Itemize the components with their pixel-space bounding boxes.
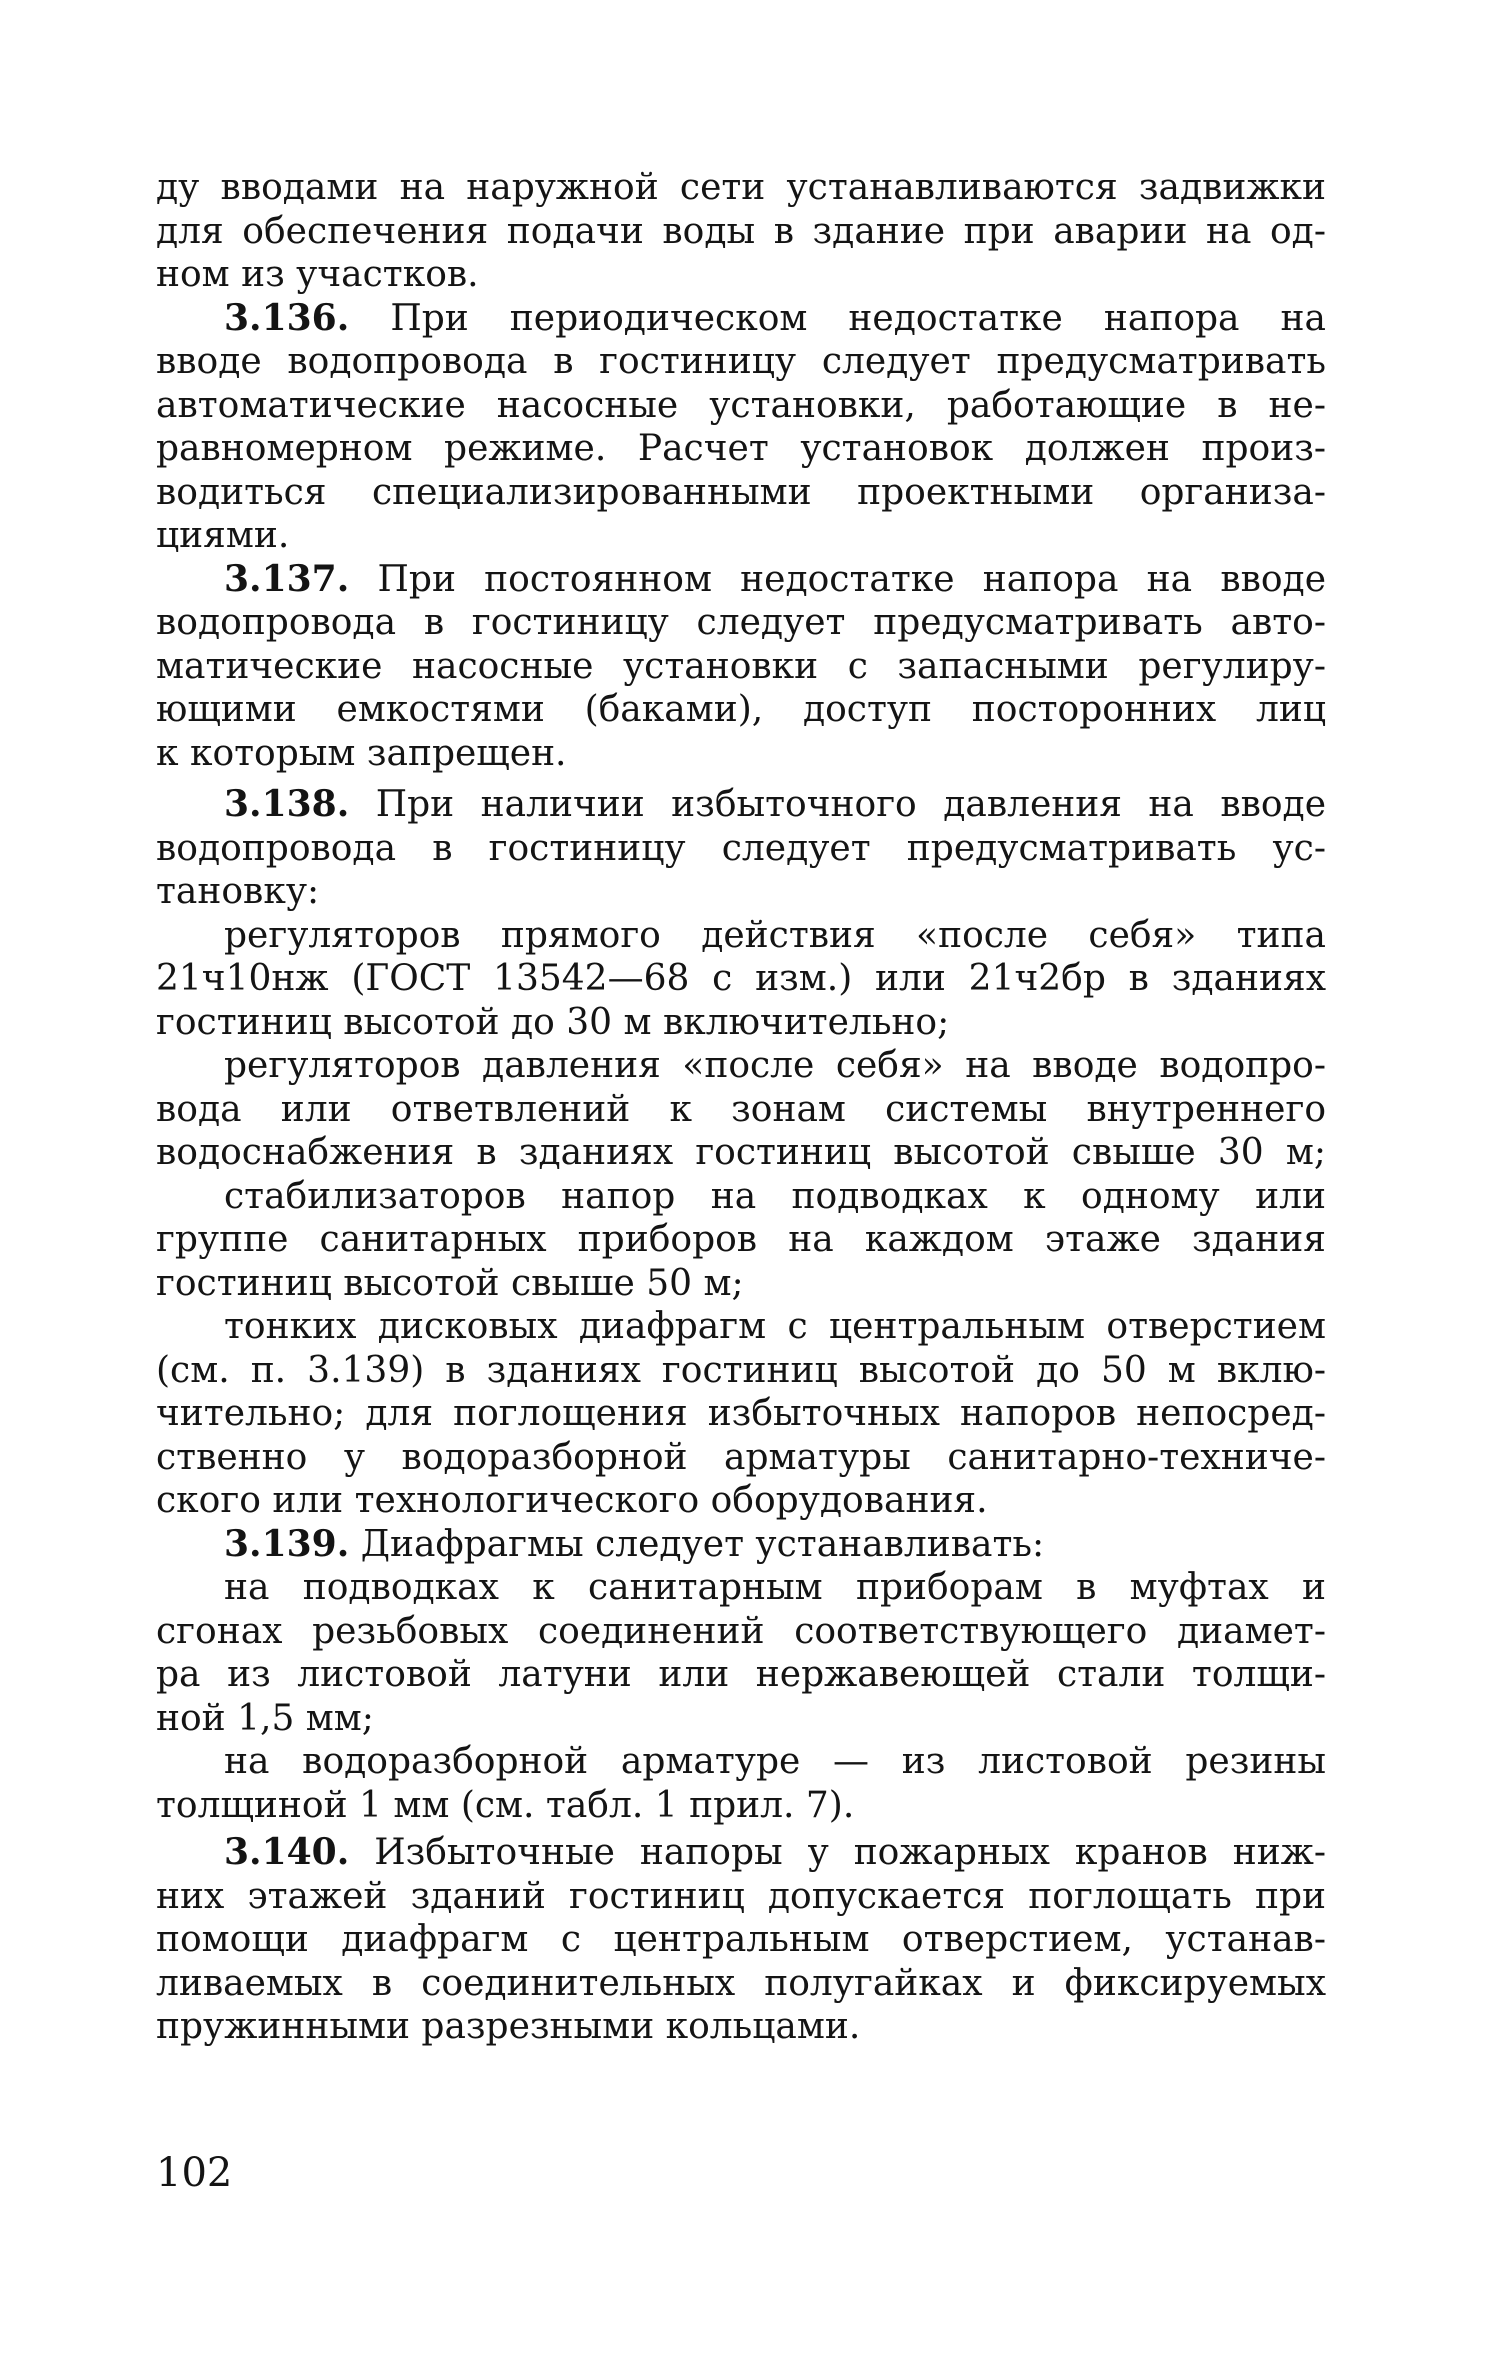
text-line: ского или технологического оборудования. [156, 1480, 988, 1521]
text-line: водиться специализированными проектными организа- [156, 471, 1326, 513]
text-line: ду вводами на наружной сети устанавливаются задвижки [156, 167, 1326, 208]
text-line: гостиниц высотой до 30 м включительно; [156, 1001, 950, 1043]
text-line: ной 1,5 мм; [156, 1697, 374, 1739]
paragraph-3-138 [156, 783, 1326, 914]
text-line: ном из участков. [156, 254, 479, 295]
text-line: толщиной 1 мм (см. табл. 1 прил. 7). [156, 1784, 855, 1826]
text-line: пружинными разрезными кольцами. [156, 2006, 861, 2047]
text-line: 21ч10нж (ГОСТ 13542—68 с изм.) или 21ч2бр в зданиях [156, 958, 1326, 999]
text-line [156, 1523, 1326, 1567]
text-line: автоматические насосные установки, работающие в не- [156, 384, 1326, 426]
text-span: Избыточные напоры у пожарных кранов ниж- [374, 1832, 1326, 1873]
paragraph-3-136 [156, 297, 1326, 558]
text-line: вода или ответвлений к зонам системы внутреннего [156, 1088, 1326, 1130]
text-line: водопровода в гостиницу следует предусматривать авто- [156, 602, 1326, 643]
paragraph-continuation [156, 166, 1326, 297]
text-line [156, 297, 1326, 341]
list-item [156, 1740, 1326, 1827]
text-line: (см. п. 3.139) в зданиях гостиниц высотой до 50 м вклю- [156, 1349, 1326, 1391]
text-line: равномерном режиме. Расчет установок должен произ- [156, 428, 1326, 469]
text-line [156, 1831, 1326, 1875]
text-line: водоснабжения в зданиях гостиниц высотой свыше 30 м; [156, 1132, 1326, 1173]
paragraph-3-140 [156, 1831, 1326, 2049]
text-line: регуляторов прямого действия «после себя» типа [224, 914, 1326, 956]
text-line: матические насосные установки с запасными регулиру- [156, 645, 1326, 687]
text-line: стабилизаторов напор на подводках к одному или [224, 1175, 1326, 1217]
text-line: ливаемых в соединительных полугайках и фиксируемых [156, 1962, 1326, 2004]
text-line: к которым запрещен. [156, 732, 567, 774]
page-number: 102 [156, 2150, 233, 2196]
text-span: При периодическом недостатке напора на [390, 297, 1326, 339]
list-item [156, 1566, 1326, 1740]
text-line: ра из листовой латуни или нержавеющей стали толщи- [156, 1654, 1326, 1695]
text-line: на подводках к санитарным приборам в муфтах и [224, 1567, 1326, 1608]
text-line [156, 783, 1326, 827]
text-line: ющими емкостями (баками), доступ посторонних лиц [156, 689, 1326, 730]
text-line: для обеспечения подачи воды в здание при аварии на од- [156, 210, 1326, 252]
text-line [156, 558, 1326, 602]
text-line: гостиниц высотой свыше 50 м; [156, 1262, 744, 1304]
text-line: тановку: [156, 871, 320, 912]
text-line: чительно; для поглощения избыточных напоров непосред- [156, 1393, 1326, 1434]
paragraph-3-137 [156, 558, 1326, 776]
clause-number: 3.138. [224, 783, 350, 825]
text-span: При наличии избыточного давления на вводе [375, 784, 1327, 825]
text-line: них этажей зданий гостиниц допускается поглощать при [156, 1875, 1326, 1917]
text-line: вводе водопровода в гостиницу следует предусматривать [156, 341, 1326, 382]
text-line: водопровода в гостиницу следует предусматривать ус- [156, 827, 1326, 869]
document-body [156, 166, 1326, 2049]
clause-number: 3.140. [224, 1831, 350, 1873]
text-line: на водоразборной арматуре — из листовой резины [224, 1741, 1326, 1782]
text-line: тонких дисковых диафрагм с центральным отверстием [224, 1306, 1326, 1347]
list-item [156, 914, 1326, 1045]
clause-number: 3.137. [224, 557, 350, 600]
text-span: Диафрагмы следует устанавливать: [360, 1523, 1045, 1565]
paragraph-3-139 [156, 1523, 1326, 1567]
text-line: сгонах резьбовых соединений соответствующего диамет- [156, 1610, 1326, 1652]
list-item [156, 1175, 1326, 1306]
text-line: регуляторов давления «после себя» на вводе водопро- [224, 1045, 1326, 1086]
text-span: При постоянном недостатке напора на вводе [377, 558, 1326, 600]
text-line: циями. [156, 515, 290, 556]
text-line: помощи диафрагм с центральным отверстием, устанав- [156, 1919, 1326, 1960]
clause-number: 3.139. [224, 1522, 350, 1565]
list-item [156, 1305, 1326, 1523]
text-line: ственно у водоразборной арматуры санитарно-техниче- [156, 1436, 1326, 1478]
list-item [156, 1044, 1326, 1175]
text-line: группе санитарных приборов на каждом этаже здания [156, 1219, 1326, 1260]
clause-number: 3.136. [224, 296, 350, 339]
